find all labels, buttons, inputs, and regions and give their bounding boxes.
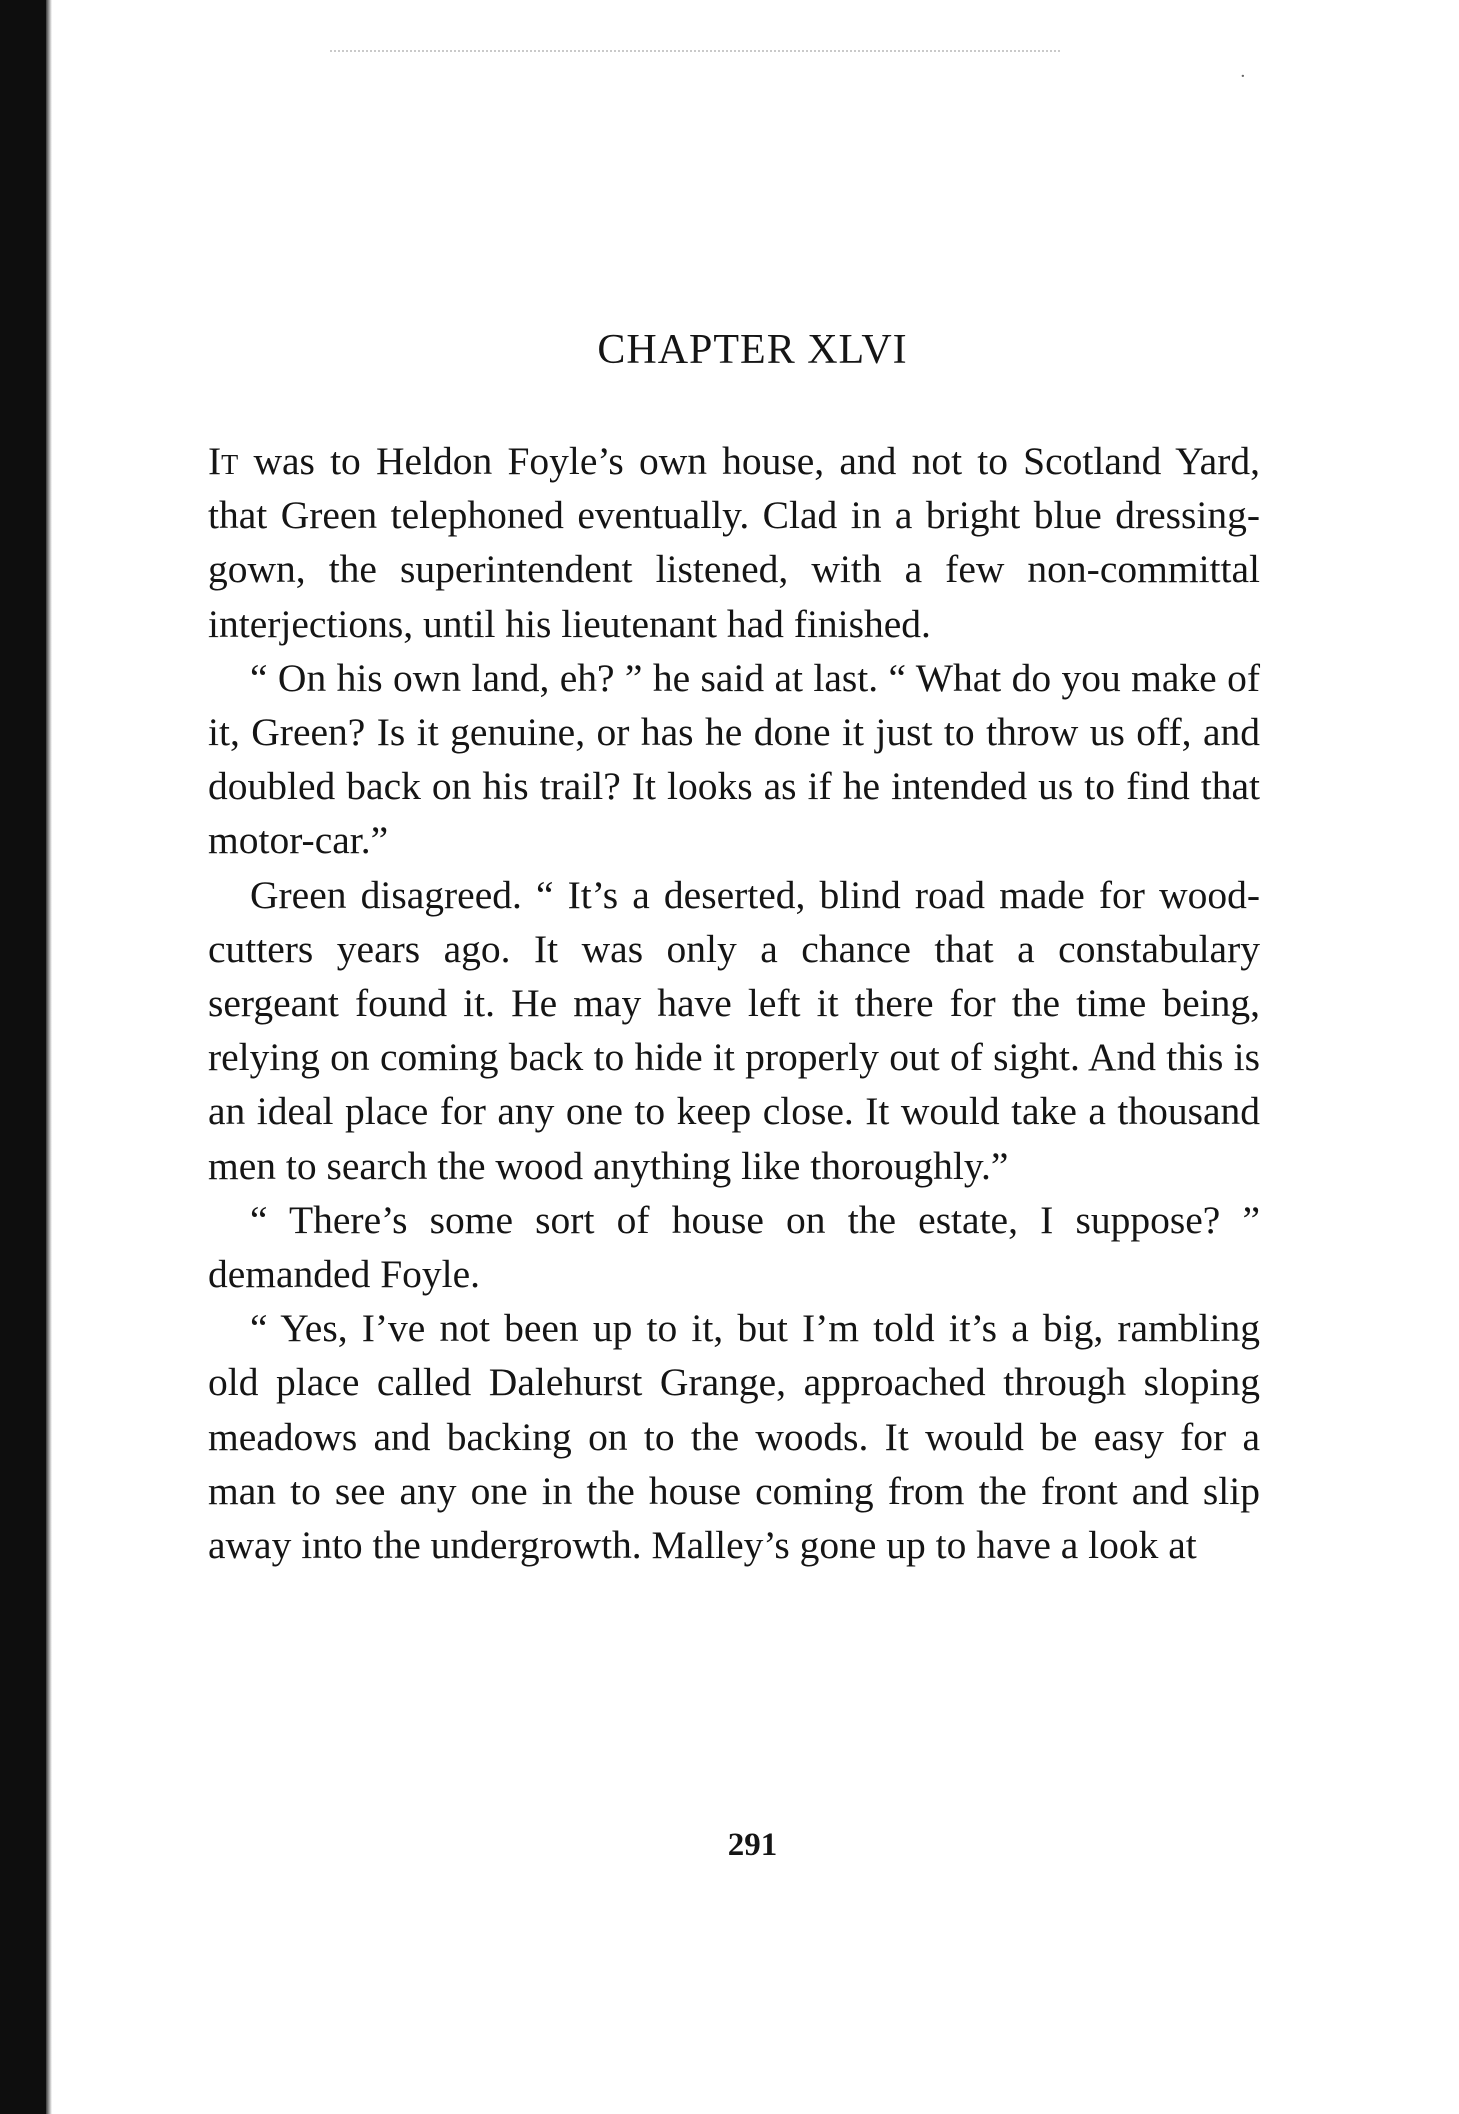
paragraph: “ There’s some sort of house on the estate, I suppose? ” demanded Foyle. xyxy=(208,1197,1260,1297)
body-text xyxy=(208,434,1260,1572)
paragraph: “ Yes, I’ve not been up to it, but I’m told it’s a big, rambling old place called Dalehurst Grange, approached through sloping meadows and backing on to the woods. It would be easy for a man to see any one in the house coming from the front and slip away into the undergrowth. Malley’s gone up to have a look at xyxy=(208,1306,1260,1568)
paragraph: Green disagreed. “ It’s a deserted, blind road made for wood-cutters years ago. It was only a chance that a constabulary sergeant found it. He may have left it there for the time being, relying on coming back to hide it properly out of sight. And this is an ideal place for any one to keep close. It would take a thousand men to search the wood anything like thoroughly.” xyxy=(208,872,1260,1188)
opening-word: It xyxy=(208,439,239,483)
paragraph: “ On his own land, eh? ” he said at last. “ What do you make of it, Green? Is it genuine, or has he done it just to throw us off, and doubled back on his trail? It looks as if he intended us to find that motor-car.” xyxy=(208,655,1260,863)
spine-edge-gradient xyxy=(46,0,52,2114)
paragraph xyxy=(208,434,1260,651)
page-number: 291 xyxy=(727,1827,778,1863)
book-spine-shadow xyxy=(0,0,46,2114)
scan-specks xyxy=(330,50,1060,64)
paragraph-text: was to Heldon Foyle’s own house, and not to Scotland Yard, that Green telephoned eventually. Clad in a bright blue dressing-gown, the superintendent listened, with a few non-committal interjections, until his lieutenant had finished. xyxy=(208,439,1260,646)
scan-mark: · xyxy=(1240,66,1246,87)
chapter-heading: CHAPTER XLVI xyxy=(597,327,908,373)
